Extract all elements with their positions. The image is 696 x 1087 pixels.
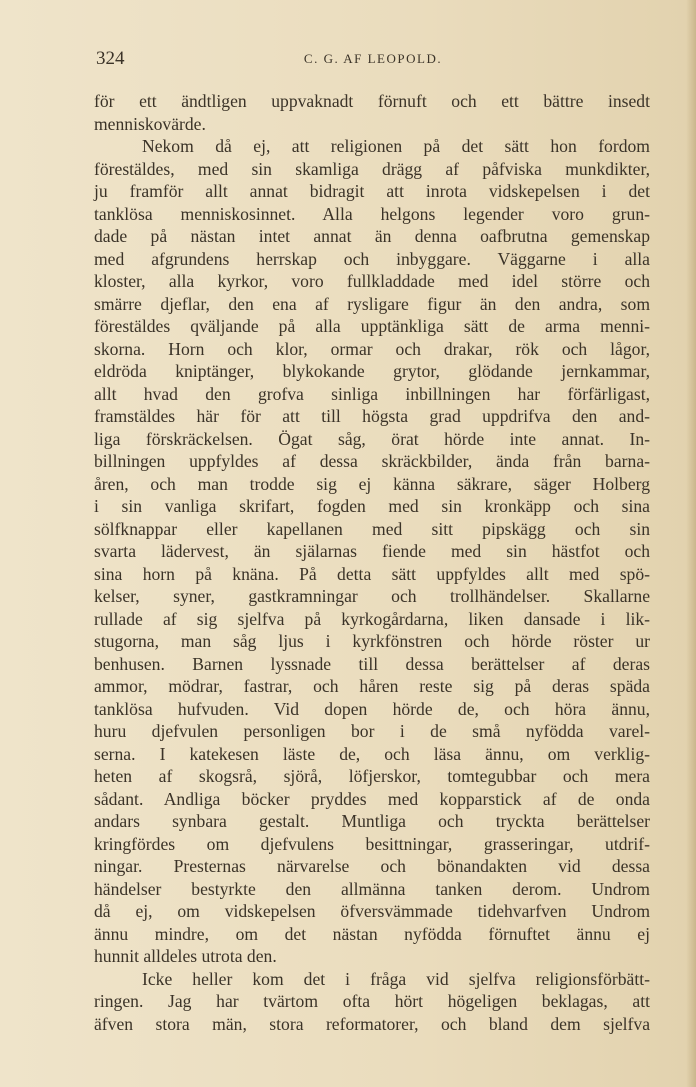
text-line: billningen uppfyldes af dessa skräckbilder, ända från barna- — [94, 451, 650, 471]
text-line: huru djefvulen personligen bor i de små nyfödda varel- — [94, 721, 650, 741]
text-line: ringen. Jag har tvärtom ofta hört högeligen beklagas, att — [94, 991, 650, 1011]
text-line: Nekom då ej, att religionen på det sätt hon fordom — [142, 136, 650, 156]
text-line: tanklösa menniskosinnet. Alla helgons legender voro grun- — [94, 203, 650, 224]
text-line: eldröda kniptänger, blykokande grytor, glödande jernkammar, — [94, 361, 650, 381]
text-line: liga förskräckelsen. Ögat såg, örat hörde inte annat. In- — [94, 428, 650, 449]
text-line: ju framför allt annat bidragit att inrota vidskepelsen i det — [94, 181, 650, 201]
text-line: kloster, alla kyrkor, voro fullkladdade med idel större och — [94, 271, 650, 291]
text-line: händelser bestyrkte den allmänna tanken derom. Undrom — [94, 878, 650, 899]
page-edge — [686, 0, 696, 1087]
text-line: skorna. Horn och klor, ormar och drakar, rök och lågor, — [94, 338, 650, 359]
text-line: framstäldes här för att till högsta grad uppdrifva den and- — [94, 406, 650, 426]
text-line: åren, och man trodde sig ej känna säkrare, säger Holberg — [94, 473, 650, 494]
text-line: ningar. Presternas närvarelse och bönandakten vid dessa — [94, 856, 650, 876]
text-line: i sin vanliga skrifart, fogden med sin kronkäpp och sina — [94, 496, 650, 516]
page-header — [96, 48, 650, 72]
text-line: äfven stora män, stora reformatorer, och bland dem sjelfva — [94, 1013, 650, 1034]
text-line: stugorna, man såg ljus i kyrkfönstren och hörde röster ur — [94, 631, 650, 651]
text-line: Icke heller kom det i fråga vid sjelfva religionsförbätt- — [142, 968, 650, 989]
text-line: dade på nästan intet annat än denna oafbrutna gemenskap — [94, 226, 650, 246]
text-line: allt hvad den grofva sinliga inbillningen har förfärligast, — [94, 383, 650, 404]
text-line: förestäldes qväljande på alla upptänkliga sätt de arma menni- — [94, 316, 650, 336]
text-line: svarta lädervest, än själarnas fiende med sin hästfot och — [94, 541, 650, 561]
text-line: smärre djeflar, den ena af rysligare figur än den andra, som — [94, 293, 650, 314]
running-title: C. G. AF LEOPOLD. — [303, 51, 443, 66]
text-line: hunnit alldeles utrota den. — [94, 946, 277, 966]
text-line: för ett ändtligen uppvaknadt förnuft och ett bättre insedt — [94, 91, 650, 111]
text-line: kelser, syner, gastkramningar och trollhändelser. Skallarne — [94, 586, 650, 606]
text-line: benhusen. Barnen lyssnade till dessa berättelser af deras — [94, 653, 650, 674]
text-line: sölfknappar eller kapellanen med sitt pipskägg och sin — [94, 518, 650, 539]
text-line: med afgrundens herrskap och inbyggare. Väggarne i alla — [94, 248, 650, 269]
text-line: sådant. Andliga böcker pryddes med kopparstick af de onda — [94, 788, 650, 809]
page-number: 324 — [96, 48, 125, 69]
text-line: tanklösa hufvuden. Vid dopen hörde de, och höra ännu, — [94, 698, 650, 719]
text-line: menniskovärde. — [94, 113, 206, 134]
text-line: heten af skogsrå, sjörå, löfjerskor, tomtegubbar och mera — [94, 766, 650, 786]
text-line: sina horn på knäna. På detta sätt uppfyldes allt med spö- — [94, 563, 650, 584]
text-line: serna. I katekesen läste de, och läsa ännu, om verklig- — [94, 743, 650, 764]
text-line: kringfördes om djefvulens besittningar, grasseringar, utdrif- — [94, 833, 650, 854]
text-line: förestäldes, med sin skamliga drägg af påfviska munkdikter, — [94, 158, 650, 179]
body-text — [94, 90, 650, 1035]
text-line: ammor, mödrar, fastrar, och håren reste sig på deras späda — [94, 676, 650, 696]
text-line: rullade af sig sjelfva på kyrkogårdarna, liken dansade i lik- — [94, 608, 650, 629]
text-line: ännu mindre, om det nästan nyfödda förnuftet ännu ej — [94, 923, 650, 944]
text-line: då ej, om vidskepelsen öfversvämmade tidehvarfven Undrom — [94, 901, 650, 921]
text-line: andars synbara gestalt. Muntliga och tryckta berättelser — [94, 811, 650, 831]
